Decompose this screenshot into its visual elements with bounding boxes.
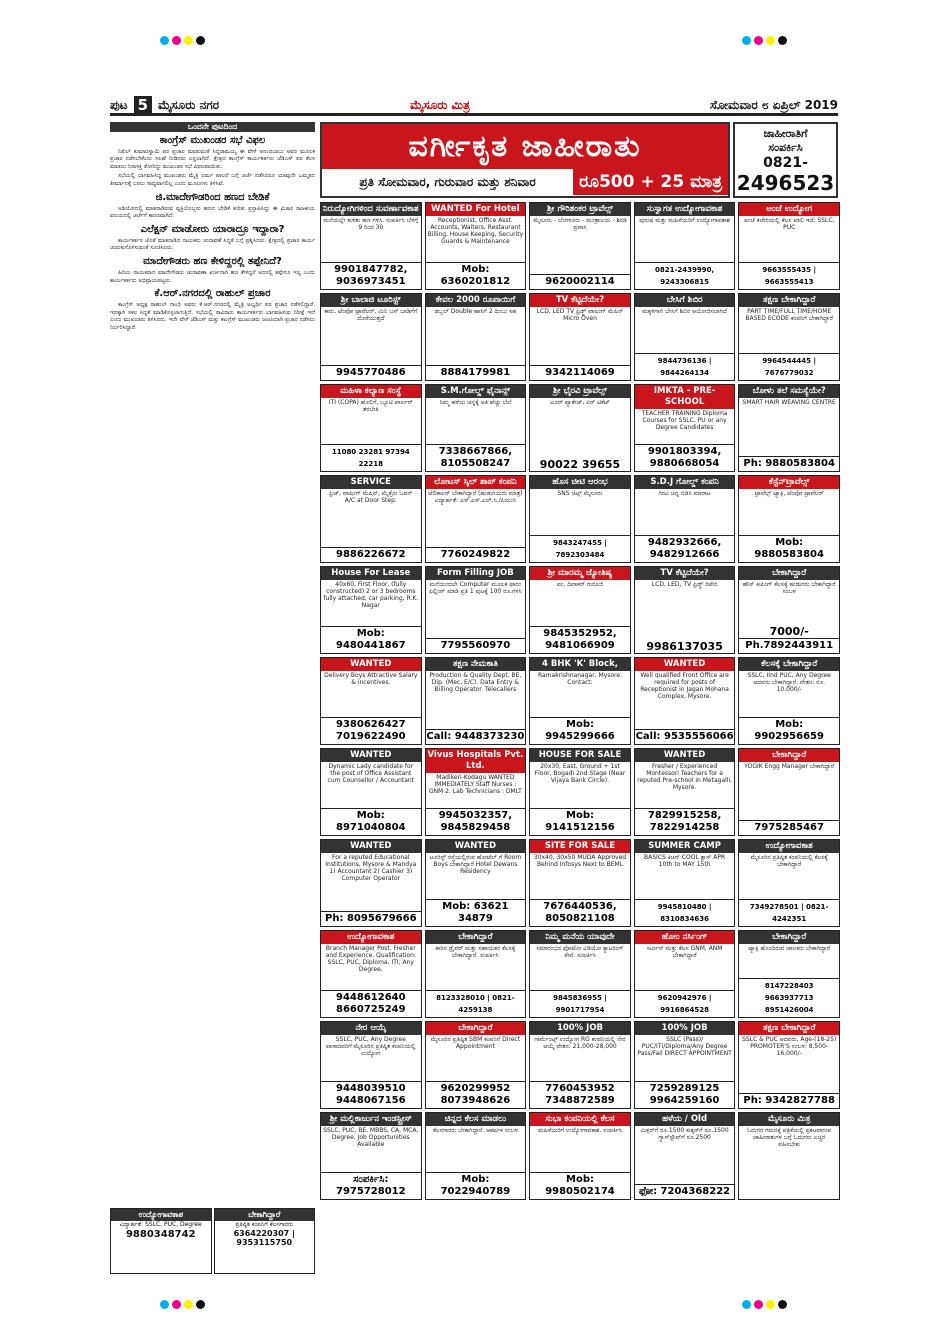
ad-phone: 9845836955 | 9901717954: [530, 990, 630, 1017]
ad-body: ಮಿಕ್ಸರ್‌ಗೆ ರೂ.1500 ಕುಕ್ಕರ್‌ಗೆ ರೂ.1500 ಗ್ಯಾಸ್‌ಸ್ಟೌವ್‌ಗೆ ರೂ.2500: [640, 1127, 729, 1141]
classified-ad: [738, 1021, 840, 1109]
classified-ad: [320, 839, 422, 927]
ad-phone: 9843247455 | 7892303484: [530, 535, 630, 562]
classified-ad: [529, 384, 631, 472]
ad-heading: WANTED: [635, 749, 735, 762]
ad-body: ಡಬ್ಬಲ್ Double ಹಾಸಿಗೆ 2 ದಿಂಬು ಸಹ: [434, 308, 517, 315]
ad-body: SMART HAIR WEAVING CENTRE: [742, 399, 836, 406]
ad-phone: 9620002114: [530, 274, 630, 289]
ad-heading: House For Lease: [321, 567, 421, 580]
bottom-ad-body: ಪ್ರತಿಷ್ಠಿತ ಕಂಪನಿಗೆ ಕೆಲಸಗಾರರು: [235, 1221, 294, 1228]
ad-heading: ಕೆಲಸಕ್ಕೆ ಬೇಕಾಗಿದ್ದಾರೆ: [739, 658, 839, 671]
ad-heading: IMKTA - PRE-SCHOOL: [635, 385, 735, 409]
ad-phone: Mob: 9902956659: [739, 717, 839, 744]
classified-ad: [425, 930, 527, 1018]
ad-heading: 100% JOB: [530, 1022, 630, 1035]
ad-body: Delivery Boys Attractive Salary & incentives.: [324, 672, 418, 686]
ad-body: YOGIK Engg Manager ಬೇಕಾಗಿದ್ದಾರೆ: [744, 763, 835, 770]
ad-body: Receptionist, Office Asst. Accounts, Waiters, Restaurant Billing, House Keeping, Security Guards & Maintenance: [427, 217, 524, 245]
classified-ad: [634, 1021, 736, 1109]
classified-ads-grid: [320, 202, 840, 1200]
ad-heading: ಬೇಕಾಗಿದ್ದಾರೆ: [739, 931, 839, 944]
ad-heading: ಬೇಕಾಗಿದ್ದಾರೆ: [426, 931, 526, 944]
ad-body: Ramakrishnanagar, Mysore. Contact:: [538, 672, 622, 686]
ad-phone: Ph.7892443911: [739, 638, 839, 653]
ad-body: ಟೂರ್ ಪ್ಯಾಕೇಜ್, ಏರ್ ಟಿಕೆಟ್: [550, 399, 610, 406]
ad-heading: ನೇರ ಆಯ್ಕೆ: [321, 1022, 421, 1035]
ad-phone: 7349278501 | 0821-4242351: [739, 899, 839, 926]
ad-body: ಟೆಲಿಕಾಲರ್ ಬೇಕಾಗಿದ್ದಾರೆ (ಹುಡುಗಿಯರು ಮಾತ್ರ) ವಿದ್ಯಾರ್ಹತೆ: ಎಸ್.ಎಸ್.ಎಲ್.ಸಿ./ಪಿಯುಸಿ: [428, 490, 523, 504]
ad-body: ಮೈಸೂರು - ಬೆಂಗಳೂರು - ಮಂತ್ರಾಲಯ - ಶಿರಡಿ ಪ್ರವಾಸ: [533, 217, 627, 231]
ad-body: For a reputed Educational Institutions, Mysore & Mandya 1) Accountant 2) Cashier 3) Computer Operator: [325, 854, 417, 882]
ad-heading: ಮಹಿಳಾ ಕಲ್ಯಾಣ ಸಂಸ್ಥೆ: [321, 385, 421, 398]
ad-highlight: 9986137035: [646, 640, 723, 653]
ad-highlight: 90022 39655: [539, 458, 621, 471]
ad-phone: 9620942976 | 9916864528: [635, 990, 735, 1017]
ad-heading: ಚಿನ್ನದ ಕೆಲಸ ಮಾಡಲು: [426, 1113, 526, 1126]
ad-heading: ಹೊಸ ಚೀಟಿ ಆರಂಭ: [530, 476, 630, 489]
ad-heading: S.D.J ಗೋಲ್ಡ್ ಕಂಪನಿ: [635, 476, 735, 489]
ad-phone: Mob: 9141512156: [530, 808, 630, 835]
contact-line-1: ಜಾಹೀರಾತಿಗೆ: [763, 127, 808, 140]
paragraph-3: ಅಡಿಯೋದಲ್ಲಿ ಮಾತನಾಡಿರುವ ವ್ಯಕ್ತಿಯೊಬ್ಬರು ಹಣದ ಬೇಡಿಕೆ ಕುರಿತು ಪ್ರಸ್ತಾಪಿಸಿದ್ದು ಈ ವಿಚಾರ ರಾಜಕೀಯ ವಲಯದಲ್ಲಿ ಚರ್ಚೆಗೆ ಕಾರಣವಾಗಿದೆ.: [110, 205, 315, 220]
classified-ad: [425, 1021, 527, 1109]
ad-heading: HOUSE FOR SALE: [530, 749, 630, 762]
ad-phone: Mob: 6360201812: [426, 262, 526, 289]
ad-body: ನಿಮ್ಮ ಹಳೆಯ ಚಿನ್ನಕ್ಕೆ ಅತಿ ಹೆಚ್ಚು ಬೆಲೆ: [439, 399, 512, 406]
continued-kicker: ಒಂದನೇ ಪುಟದಿಂದ: [110, 122, 315, 132]
ad-heading: ತಕ್ಷಣ ಬೇಕಾಗಿದ್ದಾರೆ: [739, 294, 839, 307]
classified-ad: [738, 657, 840, 745]
ad-heading: ಹೋಂ ನರ್ಸಿಂಗ್: [635, 931, 735, 944]
ad-body: Madikeri-Kodagu WANTED IMMEDIATELY Staff Nurses : GNM 2. Lab Technicians : DMLT: [428, 774, 522, 795]
ad-phone: 8123328010 | 0821-4259138: [426, 990, 526, 1017]
classified-ad: [425, 293, 527, 381]
contact-line-2: ಸಂಪರ್ಕಿಸಿ: [768, 141, 803, 154]
classified-ad: [425, 384, 527, 472]
classified-ad: [634, 930, 736, 1018]
ad-phone: 9845352952, 9481066909: [530, 626, 630, 653]
ad-body: SSLC, PUC, Any Degree ಪಾಸಾದವರಿಗೆ ಮೈಸೂರಿನ ಪ್ರತಿಷ್ಠಿತ ಕಂಪನಿಯಲ್ಲಿ ಉದ್ಯೋಗ: [326, 1036, 416, 1057]
ad-body: LCD, LED TV ಫ್ರಿಡ್ಜ್ ವಾಷಿಂಗ್ ಮೆಷಿನ್ Micro Oven: [536, 308, 624, 322]
ad-phone: 9448612640 8660725249: [321, 990, 421, 1017]
ad-body: ಮಹಿಳೆಯರಿಗೆ ಉದ್ಯೋಗಾವಕಾಶ. ಸಂಪರ್ಕಿಸಿ: [537, 1127, 623, 1134]
classified-ad: [529, 202, 631, 290]
ad-phone: 7829915258, 7822914258: [635, 808, 735, 835]
ad-body: ಹೌಸ್ ಕೀಪಿಂಗ್ ಕೆಲಸಕ್ಕೆ ಹುಡುಗರು ಬೇಕಾಗಿದ್ದಾರೆ ಸಂಬಳ: [742, 581, 836, 595]
ad-body: Branch Manager Post. Fresher and Experience. Qualification: SSLC, PUC, Diploma, ITI, Any Degree.: [325, 945, 416, 973]
ad-heading: ಸುಭಾ ಕಂಪನಿಯಲ್ಲಿ ಕೆಲಸ: [530, 1113, 630, 1126]
ad-phone: Mob: 7022940789: [426, 1172, 526, 1199]
ad-heading: ಹಳೆಯ / Old: [635, 1113, 735, 1126]
ad-heading: 4 BHK 'K' Block,: [530, 658, 630, 671]
classifieds-banner: [320, 122, 730, 198]
ad-body: ಮನೆಯಿಂದಲೇ Computer ಮೂಲಕ ಫಾರಂ ಫಿಲ್ಲಿಂಗ್ ಮಾಡಿ ಪ್ರತಿ 1 ಪುಟಕ್ಕೆ 100 ರೂ.ಗಳಿಸಿ: [429, 581, 522, 595]
ad-phone: 9945810480 | 8310834636: [635, 899, 735, 926]
ad-phone: 9448039510 9448067156: [321, 1081, 421, 1108]
contact-phone: 2496523: [736, 171, 835, 195]
ad-body: ಮೈಸೂರಿನ ಪ್ರತಿಷ್ಠಿತ ಕಂಪನಿಯಲ್ಲಿ ಕೆಲಸಕ್ಕೆ ಬೇಕಾಗಿದ್ದಾರೆ: [750, 854, 828, 868]
classified-ad: [529, 839, 631, 927]
classified-ad: [425, 657, 527, 745]
color-registration-dots-bottom: [160, 1300, 205, 1309]
ad-body: ಓದುಗರ ಗಮನಕ್ಕೆ ಪತ್ರಿಕೆಯಲ್ಲಿ ಪ್ರಕಟವಾಗುವ ಜಾಹೀರಾತುಗಳ ಬಗ್ಗೆ ಓದುಗರು ಎಚ್ಚರ ವಹಿಸಬೇಕು: [746, 1127, 832, 1148]
ad-heading: ಶ್ರೀ ಭೈರವಿ ಟ್ರಾವೆಲ್ಸ್: [530, 385, 630, 398]
ad-phone: Mob: 9480441867: [321, 626, 421, 653]
classified-ad: [320, 566, 422, 654]
ad-phone: 9342114069: [530, 365, 630, 380]
paragraph-4: ಕಾರ್ಯಕರ್ತರ ಜೊತೆ ಮಾತನಾಡಿದ ನಾಯಕರು ಚುನಾವಣೆ ಸಿದ್ಧತೆ ಬಗ್ಗೆ ಪ್ರಶ್ನಿಸಿದರು. ಕ್ಷೇತ್ರದಲ್ಲಿ ಪ್ರಚಾರ ಕಾರ್ಯ ಚುರುಕುಗೊಳಿಸುವಂತೆ ಸೂಚಿಸಿದರು.: [110, 237, 315, 252]
classified-ad: [425, 748, 527, 836]
ad-heading: ಮೈಸೂರು ಮಿತ್ರ: [739, 1113, 839, 1126]
ad-body: SSLC & PUC ಆದವರು, Age-(18-25) PROMOTER'S ಸಂಬಳ: 8,500-16,000/-: [742, 1036, 837, 1057]
ad-body: Dynamic Lady candidate for the post of Office Assistant cum Counsellor / Accountant: [327, 763, 415, 784]
issue-date: ಸೋಮವಾರ ೮ ಏಪ್ರಿಲ್ 2019: [710, 98, 838, 112]
ad-body: SSLC, IInd PUC, Any Degree ಆದವರು ಬೇಕಾಗಿದ್ದಾರೆ. ವೇತನ: ರೂ. 10,000/-: [747, 672, 831, 693]
bottom-ad: [110, 1208, 212, 1274]
ad-body: ಅಂಚೆ ಕಚೇರಿಯಲ್ಲಿ ಕೆಲಸ ಖಾಲಿ ಇದೆ. SSLC, PUC: [743, 217, 835, 231]
headline-1: ಕಾಂಗ್ರೆಸ್ ಮುಖಂಡರ ಸಭೆ ವಿಫಲ: [159, 134, 266, 146]
ad-phone: 7760249822: [426, 547, 526, 562]
ad-heading: WANTED For Hotel: [426, 203, 526, 216]
classified-ad: [738, 384, 840, 472]
ad-phone: 9663555435 | 9663555413: [739, 262, 839, 289]
bottom-ad-head: ಬೇಕಾಗಿದ್ದಾರೆ: [215, 1209, 315, 1221]
ad-heading: ಶ್ರೀ ಗೌರಿಶಂಕರ ಟ್ರಾವೆಲ್ಸ್: [530, 203, 630, 216]
ad-body: ಕಾರಿನ ಡ್ರೈವರ್ ಮತ್ತು ಸಹಾಯಕರ ಕೆಲಸಕ್ಕೆ ಬೇಕಾಗಿದ್ದಾರೆ. ಸಂಪರ್ಕಿಸಿ: [435, 945, 516, 959]
classified-ad: [634, 475, 736, 563]
banner-subline: [322, 169, 728, 195]
ad-body: ಸರ್ವೀಸ್ ಮತ್ತು ಕೆಲಸ GNM, ANM ಬೇಕಾಗಿದ್ದಾರೆ: [646, 945, 723, 959]
banner-days: ಪ್ರತಿ ಸೋಮವಾರ, ಗುರುವಾರ ಮತ್ತು ಶನಿವಾರ: [359, 174, 536, 189]
ad-phone: ಸಂಪರ್ಕಿಸಿ: 7975728012: [321, 1172, 421, 1199]
ad-phone: Mob: 63621 34879: [426, 899, 526, 926]
classified-ad: [320, 1021, 422, 1109]
news-column: [110, 122, 315, 1262]
headline-3: ಎಲೆಕ್ಷನ್ ಮಾಡೋರು ಯಾರಾದ್ರೂ ಇದ್ದಾರಾ?: [140, 223, 285, 235]
ad-heading: ಕೇವಲ 2000 ರೂಪಾಯಿಗೆ: [426, 294, 526, 307]
page-header: [110, 96, 838, 116]
classified-ad: [634, 202, 736, 290]
classified-ad: [634, 1112, 736, 1200]
ad-phone: Mob: 9980502174: [530, 1172, 630, 1199]
ad-phone: Mob: 8971040804: [321, 808, 421, 835]
ad-body: ಟ್ಯಾಕ್ಸಿ ಹೊಂದಿರುವ ಚಾಲಕರು ಬೇಕಾಗಿದ್ದಾರೆ: [748, 945, 831, 952]
classified-ad: [320, 1112, 422, 1200]
classified-ad: [425, 202, 527, 290]
ad-phone: 9482932666, 9482912666: [635, 535, 735, 562]
ad-phone: 9380626427 7019622490: [321, 717, 421, 744]
ad-phone: Ph: 8095679666: [321, 911, 421, 926]
classified-ad: [738, 566, 840, 654]
ad-heading: WANTED: [635, 658, 735, 671]
ad-phone: 7760453952 7348872589: [530, 1081, 630, 1108]
ad-phone: Call: 9448373230: [426, 731, 525, 742]
ad-body: SSLC (Pass)/ PUC/ITI/Diploma/Any Degree Pass/Fail DIRECT APPOINTMENT: [637, 1036, 732, 1057]
ad-heading: ಶ್ರೀ ಬಾಲಾಜಿ ಟೂರಿಸ್ಟ್: [321, 294, 421, 307]
ad-body: ಸಮಾರಂಭದ ಫೋಟೋ ವಿಡಿಯೋ ಕ್ಯಾಟರಿಂಗ್ ಸೇವೆ. ಸಂಪರ್ಕಿಸಿ: [536, 945, 624, 959]
classified-ad: [634, 657, 736, 745]
paragraph-6: ಕಾಂಗ್ರೆಸ್ ಅಧ್ಯಕ್ಷ ರಾಹುಲ್ ಗಾಂಧಿ ಅವರು ಕೆ.ಆರ್.ನಗರದಲ್ಲಿ ಮೈತ್ರಿ ಅಭ್ಯರ್ಥಿ ಪರ ಪ್ರಚಾರ ನಡೆಸಲಿದ್ದಾರೆ. ಇದಕ್ಕಾಗಿ ಸಕಲ ಸಿದ್ಧತೆ ಮಾಡಿಕೊಳ್ಳಲಾಗುತ್ತಿದೆ. ಸಭೆಯಲ್ಲಿ ಸಾವಿರಾರು ಕಾರ್ಯಕರ್ತರು ಭಾಗವಹಿಸುವ ನಿರೀಕ್ಷೆ ಇದೆ ಎಂದು ಮುಖಂಡರು ತಿಳಿಸಿದರು. ಇದೇ ವೇಳೆ ಜೆಡಿಎಸ್ ಮತ್ತು ಕಾಂಗ್ರೆಸ್ ಮುಖಂಡರು ಜಂಟಿಯಾಗಿ ಪ್ರಚಾರ ನಡೆಸಲು ನಿರ್ಧರಿಸಿದ್ದಾರೆ.: [110, 302, 315, 331]
ad-highlight: 7000/-: [769, 625, 809, 638]
ad-body: 20x30, East, Ground + 1st Floor, Bogadi 2nd Stage (Near Vijaya Bank Circle).: [534, 763, 626, 784]
ad-phone: 8147228403 9663937713 8951426004: [739, 978, 839, 1017]
classified-ad: [529, 930, 631, 1018]
classified-ad: [320, 748, 422, 836]
contact-line-3: 0821-: [763, 155, 808, 171]
ad-heading: Form Filling JOB: [426, 567, 526, 580]
classified-ad: [738, 475, 840, 563]
classified-ad: [634, 839, 736, 927]
ad-heading: ಬೇಕಾಗಿದ್ದಾರೆ: [739, 567, 839, 580]
paragraph-2: ಸಭೆಯಲ್ಲಿ ಭಾಗವಹಿಸಿದ್ದ ಮುಖಂಡರು ಮೈತ್ರಿ ಧರ್ಮ ಪಾಲನೆ ಬಗ್ಗೆ ಚರ್ಚೆ ನಡೆಸಿದರೂ ಯಾವುದೇ ಒಮ್ಮತದ ತೀರ್ಮಾನಕ್ಕೆ ಬರಲು ಸಾಧ್ಯವಾಗಲಿಲ್ಲ ಎಂದು ಮೂಲಗಳು ತಿಳಿಸಿವೆ.: [110, 173, 315, 187]
ad-phone: Mob: 9945299666: [530, 717, 630, 744]
ad-heading: 100% JOB: [635, 1022, 735, 1035]
headline-2: ಜಿ.ಮಾದೇಗೌಡರಿಂದ ಹಣದ ಬೇಡಿಕೆ: [155, 191, 270, 203]
ad-heading: SITE FOR SALE: [530, 840, 630, 853]
ad-phone: 7676440536, 8050821108: [530, 899, 630, 926]
ad-body: ಮನೆಯಲ್ಲೇ ಕುಳಿತು ಹಣ ಗಳಿಸಿ. ಸಂಪರ್ಕಿಸಿ ಬೆಳಿಗ್ಗೆ 9 ರಿಂದ 30: [323, 217, 419, 231]
ad-heading: WANTED: [321, 658, 421, 671]
ad-heading: ಬೇಕಾಗಿದ್ದಾರೆ: [426, 1022, 526, 1035]
ad-body: ಗಾರ್ಮೆಂಟ್ಸ್ ಉದ್ಯೋಗ RG ಕಂಪನಿಯಲ್ಲಿ ನೇರ ಆಯ್ಕೆ ವೇತನ: 21,000-28,000: [534, 1036, 626, 1050]
classified-ad: [529, 748, 631, 836]
ad-phone: 9901847782, 9036973451: [321, 262, 421, 289]
classified-ad: [529, 566, 631, 654]
ad-body: ಪುರುಷ ಮತ್ತು ಮಹಿಳೆಯರಿಗೆ ಉದ್ಯೋಗಾವಕಾಶ: [639, 217, 730, 224]
page-number: 5: [134, 96, 152, 114]
ad-heading: ಕೆಸ್ಟೆನ್‌ಟ್ರಾವೆಲ್ಸ್: [739, 476, 839, 489]
bottom-ad: [214, 1208, 316, 1274]
ad-body: ಮೈಸೂರಿನ ಪ್ರತಿಷ್ಠಿತ SBM ಕಂಪನಿಗೆ Direct Appointment: [430, 1036, 521, 1050]
paper-name: ಮೈಸೂರು ಮಿತ್ರ: [410, 98, 470, 112]
ad-heading: Vivus Hospitals Pvt. Ltd.: [427, 750, 524, 771]
classified-ad: [529, 657, 631, 745]
bottom-ad-head: ಉದ್ಯೋಗಾವಕಾಶ: [111, 1209, 211, 1221]
ad-heading: SERVICE: [321, 476, 421, 489]
classified-ad: [529, 475, 631, 563]
headline-4: ಮಾದೇಗೌಡರು ಹಣ ಕೇಳಿದ್ದರಲ್ಲಿ ತಪ್ಪೇನಿದೆ?: [143, 255, 282, 267]
ad-body: ಕೆಲಸಗಾರರು ಬೇಕಾಗಿದ್ದಾರೆ. ಆಕರ್ಷಕ ಸಂಬಳ: [432, 1127, 518, 1134]
classified-ad: [320, 384, 422, 472]
ad-heading: ಉದ್ಯೋಗಾವಕಾಶ: [321, 931, 421, 944]
headline-5: ಕೆ.ಆರ್.ನಗರದಲ್ಲಿ ರಾಹುಲ್ ಪ್ರಚಾರ: [154, 288, 271, 300]
ad-body: SSLC, PUC, BE, MBBS, CA, MCA, Degree. Job Opportunities Available: [323, 1127, 419, 1148]
ad-phone: Ph: 9342827788: [739, 1093, 839, 1108]
ad-heading: ನಿರುದ್ಯೋಗಿಗಳಿಂದ ಸುವರ್ಣಾವಕಾಶ: [322, 204, 419, 214]
ad-phone: 9620299952 8073948626: [426, 1081, 526, 1108]
ad-body: ITI (COPA) ಹೊಲಿಗೆ, ಬ್ಯೂಟಿ ಪಾರ್ಲರ್ ತರಬೇತಿ: [328, 399, 413, 413]
color-registration-dots-top-right: [742, 36, 787, 45]
classified-ad: [738, 1112, 840, 1200]
ad-body: PART TIME/FULL TIME/HOME BASED ECODE ಕಂಪನಿಗೆ ಬೇಕಾಗಿದ್ದಾರೆ: [745, 308, 833, 322]
ad-heading: ಬೇಕಾಗಿದ್ದಾರೆ: [739, 749, 839, 762]
bottom-left-ads: [110, 1208, 315, 1274]
color-registration-dots-bottom-right: [742, 1300, 787, 1309]
classified-ad: [634, 566, 736, 654]
ad-phone: 9844736136 | 9844264134: [635, 353, 735, 380]
ad-phone: 9945770486: [321, 365, 421, 380]
ad-phone: 7338667866, 8105508247: [426, 444, 526, 471]
classified-ad: [529, 1112, 631, 1200]
ad-phone: 9945032357, 9845829458: [426, 808, 526, 835]
ad-heading: ಶ್ರೀ ಮಾರಮ್ಮ ಜ್ಯೋತಿಷ್ಯ: [530, 567, 630, 580]
ad-body: ಮಕ್ಕಳಿಗಾಗಿ ಬೇಸಿಗೆ ಶಿಬಿರ ಆಯೋಜಿಸಲಾಗಿದೆ: [642, 308, 727, 315]
color-registration-dots-top: [160, 36, 205, 45]
ad-heading: WANTED: [321, 840, 421, 853]
ad-body: ಪಂ. ದಿವಾಕರ್ ಗುರೂಜಿ: [556, 581, 604, 588]
section-name: ಮೈಸೂರು ನಗರ: [158, 97, 220, 112]
ad-phone: Mob: 9880583804: [739, 535, 839, 562]
classified-ad: [529, 1021, 631, 1109]
classified-ad: [738, 202, 840, 290]
ad-body: TEACHER TRAINING Diploma Courses for SSLC, PU or any Degree Candidates: [641, 410, 728, 431]
classified-ad: [634, 384, 736, 472]
ad-heading: ಬೋಳು ತಲೆ ಸಮಸ್ಯೆಯೇ?: [739, 385, 839, 398]
ad-heading: ಸುಸ್ವಾಗತ ಉದ್ಯೋಗಾವಕಾಶ: [635, 203, 735, 216]
ad-heading: ತಕ್ಷಣ ಬೇಕಾಗಿದ್ದಾರೆ: [739, 1022, 839, 1035]
ad-heading: WANTED: [426, 840, 526, 853]
ad-heading: TV ಕೆಟ್ಟಿದೆಯೇ?: [530, 294, 630, 307]
ad-heading: WANTED: [321, 749, 421, 762]
classified-ad: [320, 475, 422, 563]
ad-phone: Call: 9535556066: [635, 731, 734, 742]
ad-phone: 0821-2439990, 9243306815: [635, 262, 735, 289]
ad-body: ಗಿರವಿ ಚಿನ್ನ ಬಿಡಿಸಿ ಮಾರಾಟ: [658, 490, 711, 497]
paragraph-5: ಹಿರಿಯ ನಾಯಕರಾದ ಮಾದೇಗೌಡರು ಚುನಾವಣಾ ಖರ್ಚಿಗಾಗಿ ಹಣ ಕೇಳಿದ್ದರೆ ಅದರಲ್ಲಿ ತಪ್ಪೇನೂ ಇಲ್ಲ ಎಂದು ಕಾರ್ಯಕರ್ತರು ಅಭಿಪ್ರಾಯಪಟ್ಟರು.: [110, 269, 315, 284]
classified-ad: [425, 1112, 527, 1200]
classified-ad: [738, 748, 840, 836]
ad-heading: SUMMER CAMP: [635, 840, 735, 853]
classified-ad: [320, 657, 422, 745]
classified-ad: [634, 293, 736, 381]
ad-heading: ಬೇಸಿಗೆ ಶಿಬಿರ: [635, 294, 735, 307]
ad-phone: 9886226672: [321, 547, 421, 562]
ad-phone: Ph: 9880583804: [739, 456, 839, 471]
ad-body: 40x60, First Floor, (fully constructed) 2 or 3 bedrooms fully attached, car parking, R.K. Nagar: [323, 581, 419, 609]
ad-body: ಕಾರು, ಟೆಂಪೋ ಟ್ರಾವೆಲರ್, ಮಿನಿ ಬಸ್ ಬಾಡಿಗೆಗೆ ದೊರೆಯುತ್ತದೆ: [324, 308, 418, 322]
ad-phone: 9901803394, 9880668054: [635, 444, 735, 471]
classified-ad: [320, 930, 422, 1018]
ad-heading: ಅಂಚೆ ಉದ್ಯೋಗ: [739, 203, 839, 216]
ad-phone: 7975285467: [739, 820, 839, 835]
classified-ad: [529, 293, 631, 381]
page-label: ಪುಟ: [110, 97, 128, 112]
ad-body: BASICS ಕಿಚನ್ COOL ಕ್ಲಾಸ್ APR 10th to MAY 15th: [644, 854, 726, 868]
page-number-block: [110, 96, 219, 114]
classified-ad: [425, 566, 527, 654]
ad-body: Well qualified Front Office are required for posts of Receptionist in Jagan Mohana Complex, Mysore.: [640, 672, 729, 700]
ad-heading: TV ಕೆಟ್ಟಿದೆಯೇ?: [635, 567, 735, 580]
ad-body: 30x40, 30x50 MUDA Approved Behind Infosys Next to BEML: [533, 854, 627, 868]
ad-heading: ಲೋಟಸ್ ಸ್ಕಿಲ್ ಶಾಪ್ ಕಂಪನಿ: [426, 476, 526, 489]
classified-ad: [425, 839, 527, 927]
classified-ad: [320, 202, 422, 290]
ad-body: Fresher / Experienced Montessori Teachers for a reputed Pre-school in Metagalli, Mysore.: [637, 763, 733, 791]
ad-phone: 9964544445 | 7676779032: [739, 353, 839, 380]
bottom-ad-phone: 9880348742: [125, 1229, 196, 1240]
ad-phone: 7259289125 9964259160: [635, 1081, 735, 1108]
banner-title: ವರ್ಗೀಕೃತ ಜಾಹೀರಾತು: [322, 124, 728, 169]
ad-body: ಟೂರಿಸ್ಟ್ ರಸ್ತೆಯಲ್ಲಿರುವ ಹೋಟೆಲ್ ಗೆ Room Boys ಬೇಕಾಗಿದ್ದಾರೆ Hotel Dewans Residency: [429, 854, 522, 875]
ad-heading: ಉದ್ಯೋಗಾವಕಾಶ: [739, 840, 839, 853]
ad-heading: S.M.ಗೋಲ್ಡ್ ಫೈನಾನ್ಸ್: [426, 385, 526, 398]
ad-body: LCD, LED, TV ಫ್ರಿಡ್ಜ್ ರಿಪೇರಿ: [651, 581, 718, 588]
ad-body: SNS ಚಿಟ್ಸ್ ಮೈಸೂರು: [557, 490, 603, 497]
ad-body: ಟ್ರಾವೆಲ್ಸ್ ಟ್ಯಾಕ್ಸಿ, ಟೆಂಪೋ ಟ್ರಾವೆಲರ್: [754, 490, 824, 497]
contact-box: [733, 122, 838, 198]
ad-heading: ತಕ್ಷಣ ನೇಮಕಾತಿ: [426, 658, 526, 671]
ad-phone: 7795560970: [426, 638, 526, 653]
classified-ad: [738, 930, 840, 1018]
classified-ad: [425, 475, 527, 563]
classified-ad: [738, 293, 840, 381]
bottom-ad-body: ವಿದ್ಯಾರ್ಹತೆ: SSLC, PUC, Degree: [119, 1221, 202, 1228]
classified-ad: [634, 748, 736, 836]
paragraph-1: ನಿಖಿಲ್ ಕುಮಾರಸ್ವಾಮಿ ಪರ ಪ್ರಚಾರ ಮಾಡುವಂತೆ ಸಿದ್ದರಾಮಯ್ಯ ಈ ವೇಳೆ ಆನಂದಬಾಬು ಅವರ ಮೂಲಕ ಪ್ರಚಾರ ನಡೆಸಬೇಕೆಂದು ಸಲಹೆ ನೀಡಿದರು ಎನ್ನಲಾಗಿದೆ. ಕ್ಷೇತ್ರದ ಕಾಂಗ್ರೆಸ್ ಕಾರ್ಯಕರ್ತರು ಜೆಡಿಎಸ್ ಪರ ಕೆಲಸ ಮಾಡಲು ನಿರಾಸಕ್ತಿ ತೋರಿದ್ದು ಮುಖಂಡರ ಸಭೆ ವಿಫಲವಾಯಿತು.: [110, 148, 315, 170]
classified-ad: [738, 839, 840, 927]
ad-phone: ಫೋ: 7204368222: [635, 1184, 735, 1199]
ad-phone: 8884179981: [426, 365, 526, 380]
ad-heading: ನಿಮ್ಮ ಮನೆಯ ಯಾವುದೇ: [530, 931, 630, 944]
bottom-ad-phone: 6364220307 | 9353115750: [233, 1229, 295, 1247]
ad-phone: 11080 23281 97394 22218: [321, 444, 421, 471]
banner-price: ರೂ500 + 25 ಮಾತ್ರ: [573, 169, 728, 195]
ad-heading: ಶ್ರೀ ಮಲ್ಲಿಕಾರ್ಜುನ ಇಂಡಸ್ಟ್ರೀಸ್: [321, 1113, 421, 1126]
classified-ad: [320, 293, 422, 381]
ad-body: Production & Quality Dept. BE, Dip. (Mec, E/C). Data Entry & Billing Operator. Telecallers: [429, 672, 522, 693]
ad-body: ಫ್ರಿಜ್, ವಾಷಿಂಗ್ ಮೆಷಿನ್, ಮೈಕ್ರೋ ಓವನ್ A/C at Door Step.: [328, 490, 413, 504]
